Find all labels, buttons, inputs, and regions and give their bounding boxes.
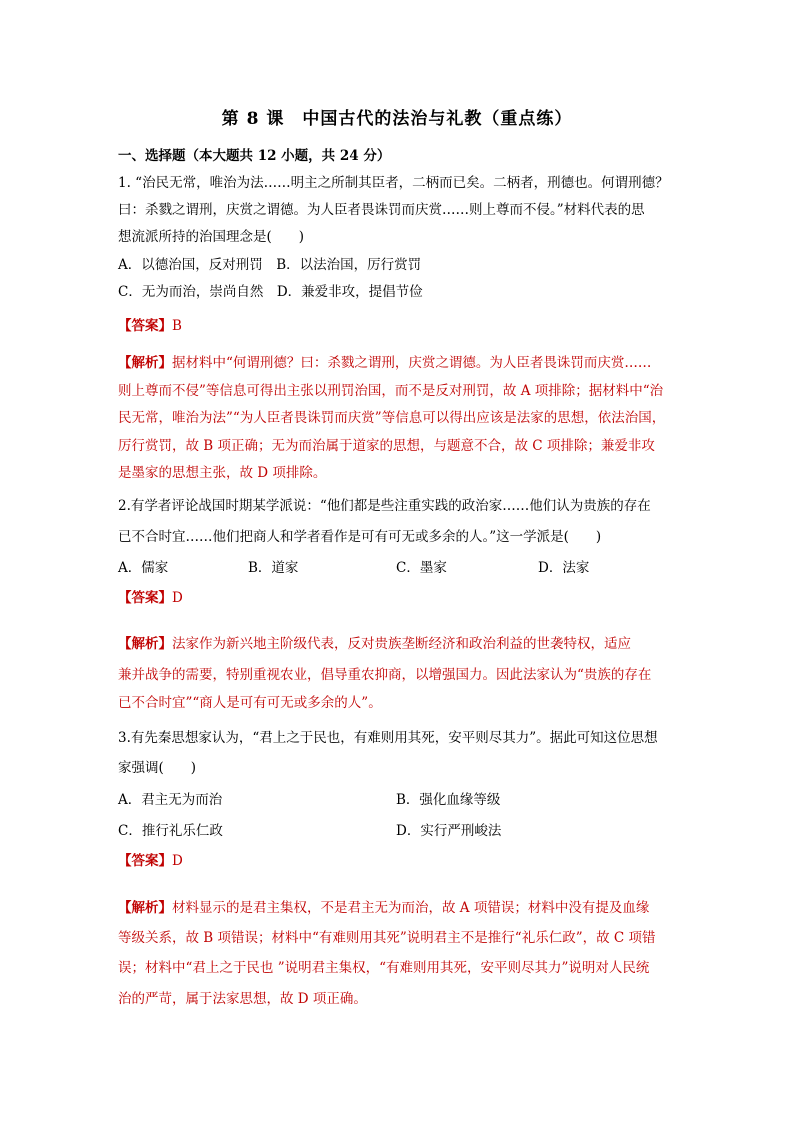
q3-analysis-line: 治的严苛，属于法家思想，故 D 项正确。 bbox=[118, 991, 367, 1007]
q1-answer bbox=[118, 314, 182, 334]
q1-analysis-line: 则上尊而不侵”等信息可得出主张以刑罚治国，而不是反对刑罚，故 A 项排除；据材料中“治 bbox=[118, 383, 664, 399]
q1-option-line: A．以德治国，反对刑罚 B．以法治国，厉行赏罚 bbox=[118, 257, 422, 273]
analysis-tag: 【解析】 bbox=[118, 636, 172, 652]
q2-stem-line: 2.有学者评论战国时期某学派说：“他们都是些注重实践的政治家……他们认为贵族的存在 bbox=[118, 498, 651, 514]
q1-stem-line: 曰：杀戮之谓刑，庆赏之谓德。为人臣者畏诛罚而庆赏……则上尊而不侵。”材料代表的思 bbox=[118, 202, 645, 218]
q1-analysis-line: 民无常，唯治为法”“为人臣者畏诛罚而庆赏”等信息可以得出应该是法家的思想，依法治国， bbox=[118, 410, 666, 426]
q2-analysis-line: 已不合时宜”“商人是可有可无或多余的人”。 bbox=[118, 695, 382, 711]
q3-option-b: B．强化血缘等级 bbox=[396, 792, 501, 808]
q2-option-d: D．法家 bbox=[538, 560, 590, 576]
q3-stem-line: 3.有先秦思想家认为，“君上之于民也，有难则用其死，安平则尽其力”。据此可知这位思想 bbox=[118, 730, 658, 746]
page-title: 第 8 课 中国古代的法治与礼教（重点练） bbox=[221, 109, 573, 129]
q2-option-a: A．儒家 bbox=[118, 560, 169, 576]
q3-answer bbox=[118, 849, 183, 869]
section-heading: 一、选择题（本大题共 12 小题，共 24 分） bbox=[118, 148, 391, 164]
q3-analysis-line: 等级关系，故 B 项错误；材料中“有难则用其死”说明君主不是推行“礼乐仁政”，故 C 项错 bbox=[118, 930, 656, 946]
analysis-tag: 【解析】 bbox=[118, 900, 172, 916]
q1-stem-line: 想流派所持的治国理念是( ) bbox=[118, 229, 305, 245]
q2-stem-line: 已不合时宜……他们把商人和学者看作是可有可无或多余的人。”这一学派是( ) bbox=[118, 529, 602, 545]
q2-analysis-line bbox=[118, 632, 631, 652]
answer-tag: 【答案】 bbox=[118, 318, 172, 334]
q2-answer bbox=[118, 586, 183, 606]
analysis-tag: 【解析】 bbox=[118, 355, 172, 371]
analysis-text: 据材料中“何谓刑德？曰：杀戮之谓刑，庆赏之谓德。为人臣者畏诛罚而庆赏…… bbox=[172, 355, 652, 371]
answer-tag: 【答案】 bbox=[118, 590, 172, 606]
analysis-text: 材料显示的是君主集权，不是君主无为而治，故 A 项错误；材料中没有提及血缘 bbox=[172, 900, 650, 916]
q1-option-line: C．无为而治，崇尚自然 D．兼爱非攻，提倡节俭 bbox=[118, 284, 423, 300]
answer-value: D bbox=[172, 590, 183, 606]
q1-analysis-line bbox=[118, 351, 651, 371]
q3-option-c: C．推行礼乐仁政 bbox=[118, 823, 223, 839]
analysis-text: 法家作为新兴地主阶级代表，反对贵族垄断经济和政治利益的世袭特权，适应 bbox=[172, 636, 631, 652]
q1-analysis-line: 是墨家的思想主张，故 D 项排除。 bbox=[118, 465, 327, 481]
q2-option-c: C．墨家 bbox=[396, 560, 447, 576]
q3-analysis-line: 误；材料中“君上之于民也 ”说明君主集权，“有难则用其死，安平则尽其力”说明对人民统 bbox=[118, 960, 650, 976]
q1-stem-line: 1. “治民无常，唯治为法……明主之所制其臣者，二柄而已矣。二柄者，刑德也。何谓刑德？ bbox=[118, 175, 669, 191]
q3-stem-line: 家强调( ) bbox=[118, 760, 197, 776]
q3-option-a: A．君主无为而治 bbox=[118, 792, 223, 808]
q1-analysis-line: 厉行赏罚，故 B 项正确；无为而治属于道家的思想，与题意不合，故 C 项排除；兼爱非攻 bbox=[118, 438, 655, 454]
answer-value: B bbox=[172, 318, 182, 334]
q3-analysis-line bbox=[118, 896, 649, 916]
answer-value: D bbox=[172, 853, 183, 869]
answer-tag: 【答案】 bbox=[118, 853, 172, 869]
q2-option-b: B．道家 bbox=[248, 560, 299, 576]
q2-analysis-line: 兼并战争的需要，特别重视农业，倡导重农抑商，以增强国力。因此法家认为“贵族的存在 bbox=[118, 667, 652, 683]
q3-option-d: D．实行严刑峻法 bbox=[396, 823, 502, 839]
